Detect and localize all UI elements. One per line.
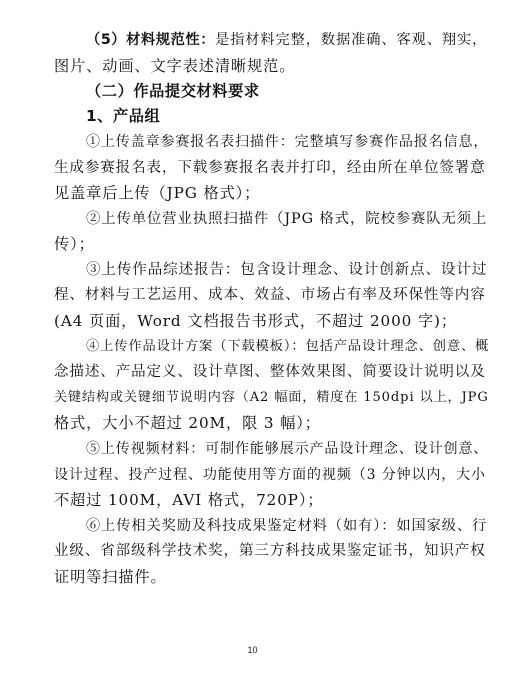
criterion-5-text: 是指材料完整，数据准确、客观、翔实，: [215, 32, 488, 48]
item-6-line-2: 业级、省部级科学技术奖，第三方科技成果鉴定证书，知识产权: [54, 543, 486, 559]
item-3-line-3: (A4 页面，Word 文档报告书形式，不超过 2000 字)；: [54, 312, 457, 330]
criterion-5-line-2: 图片、动画、文字表述清晰规范。: [54, 57, 296, 75]
item-5-line-3: 不超过 100M，AVI 格式，720P）；: [54, 491, 324, 509]
item-1-line-1: ①上传盖章参赛报名表扫描件：完整填写参赛作品报名信息，: [86, 134, 489, 150]
item-1-line-2: 生成参赛报名表，下载参赛报名表并打印，经由所在单位签署意: [54, 160, 486, 176]
page-number: 10: [247, 645, 258, 655]
item-4-line-1: ④上传作品设计方案（下载模板）：包括产品设计理念、创意、概: [86, 339, 490, 354]
criterion-5-line-1: [86, 30, 486, 50]
section-heading-submission-requirements: （二）作品提交材料要求: [86, 82, 260, 100]
item-2-line-2: 传）；: [54, 235, 95, 253]
item-1-line-3: 见盖章后上传（JPG 格式）；: [54, 184, 261, 202]
item-4-line-4: 格式，大小不超过 20M，限 3 幅）；: [54, 414, 321, 432]
item-2-line-1: ②上传单位营业执照扫描件（JPG 格式，院校参赛队无须上: [86, 211, 488, 227]
item-4-line-2: 念描述、产品定义、设计草图、整体效果图、简要设计说明以及: [54, 364, 486, 380]
item-3-line-1: ③上传作品综述报告：包含设计理念、设计创新点、设计过: [86, 262, 488, 278]
item-6-line-3: 证明等扫描件。: [54, 568, 167, 586]
item-5-line-1: ⑤上传视频材料：可制作能够展示产品设计理念、设计创意、: [86, 441, 489, 457]
item-3-line-2: 程、材料与工艺运用、成本、效益、市场占有率及环保性等内容: [54, 287, 486, 303]
subsection-heading-product-group: 1、产品组: [86, 107, 161, 125]
item-5-line-2: 设计过程、投产过程、功能使用等方面的视频（3 分钟以内，大小: [54, 467, 486, 483]
criterion-5-heading: （5）材料规范性：: [86, 32, 216, 48]
item-6-line-1: ⑥上传相关奖励及科技成果鉴定材料（如有）：如国家级、行: [86, 518, 488, 534]
item-4-line-3: 关键结构或关键细节说明内容（A2 幅面，精度在 150dpi 以上，JPG: [54, 390, 489, 405]
